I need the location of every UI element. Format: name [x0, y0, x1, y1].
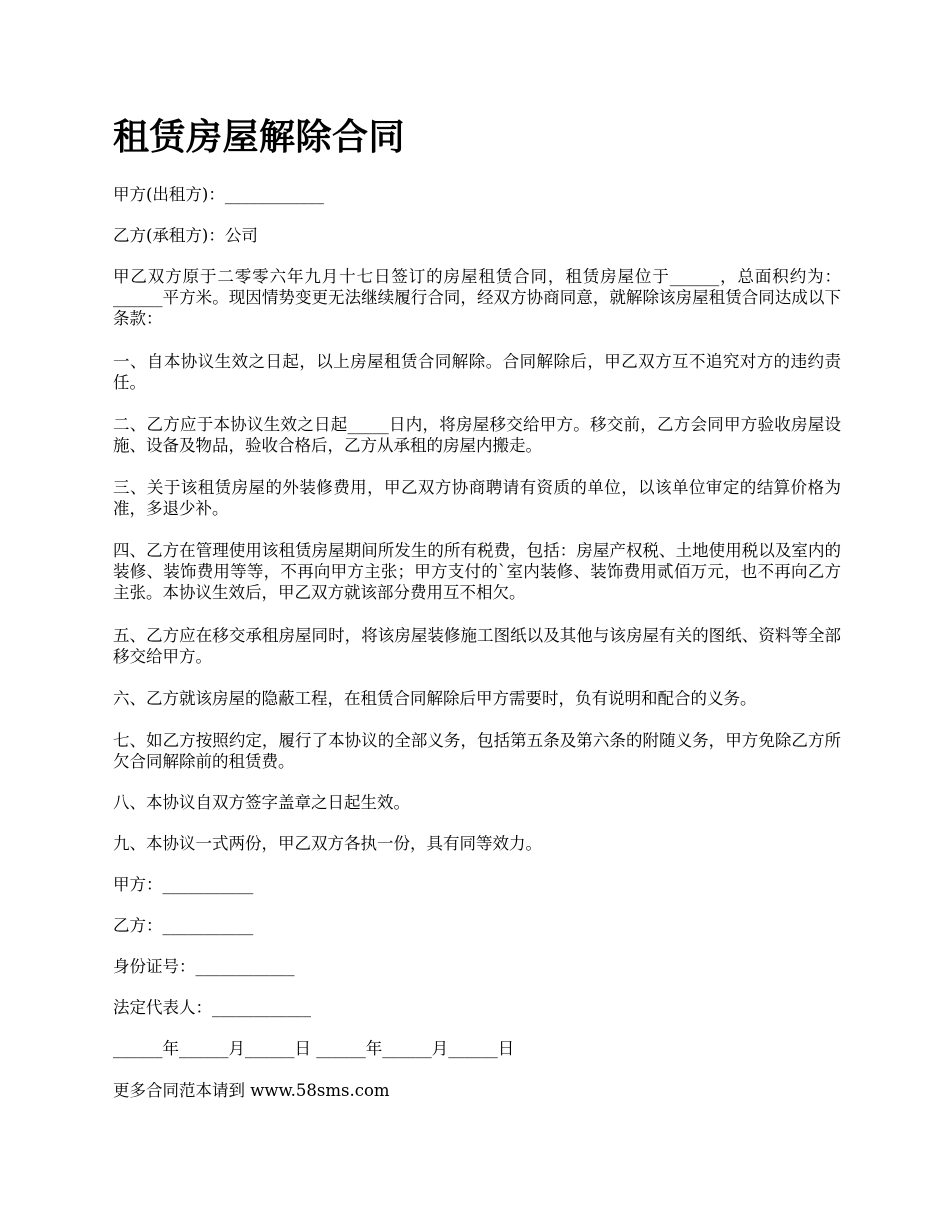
party-b-line: 乙方(承租方)：公司 — [113, 226, 258, 245]
signature-legal-rep: 法定代表人：____________ — [113, 998, 311, 1017]
clause-3: 三、关于该租赁房屋的外装修费用，甲乙双方协商聘请有资质的单位，以该单位审定的结算价格为准，多退少补。 — [113, 478, 841, 518]
clause-1: 一、自本协议生效之日起，以上房屋租赁合同解除。合同解除后，甲乙双方互不追究对方的违约责任。 — [113, 352, 841, 392]
signature-party-a: 甲方：___________ — [113, 875, 254, 894]
intro-paragraph: 甲乙双方原于二零零六年九月十七日签订的房屋租赁合同，租赁房屋位于______，总面积约为：______平方米。现因情势变更无法继续履行合同，经双方协商同意，就解除该房屋租赁合同达成以下条款： — [113, 267, 841, 328]
clause-2: 二、乙方应于本协议生效之日起_____日内，将房屋移交给甲方。移交前，乙方会同甲方验收房屋设施、设备及物品，验收合格后，乙方从承租的房屋内搬走。 — [113, 415, 841, 455]
clause-4: 四、乙方在管理使用该租赁房屋期间所发生的所有税费，包括：房屋产权税、土地使用税以及室内的装修、装饰费用等等，不再向甲方主张；甲方支付的`室内装修、装饰费用贰佰万元，也不再向乙方主张。本协议生效后，甲乙双方就该部分费用互不相欠。 — [113, 541, 841, 602]
signature-date-line: ______年______月______日 ______年______月______日 — [113, 1039, 515, 1058]
document-title: 租赁房屋解除合同 — [113, 116, 406, 158]
signature-id-number: 身份证号：____________ — [113, 957, 295, 976]
contract-document — [113, 113, 841, 1100]
footer-link-text: 更多合同范本请到 www.58sms.com — [113, 1081, 390, 1100]
clause-9: 九、本协议一式两份，甲乙双方各执一份，具有同等效力。 — [113, 834, 542, 853]
signature-party-b: 乙方：___________ — [113, 916, 254, 935]
clause-8: 八、本协议自双方签字盖章之日起生效。 — [113, 793, 410, 812]
clause-5: 五、乙方应在移交承租房屋同时，将该房屋装修施工图纸以及其他与该房屋有关的图纸、资料等全部移交给甲方。 — [113, 626, 841, 666]
clause-6: 六、乙方就该房屋的隐蔽工程，在租赁合同解除后甲方需要时，负有说明和配合的义务。 — [113, 689, 757, 708]
party-a-line: 甲方(出租方)：____________ — [113, 185, 324, 204]
clause-7: 七、如乙方按照约定，履行了本协议的全部义务，包括第五条及第六条的附随义务，甲方免除乙方所欠合同解除前的租赁费。 — [113, 731, 841, 771]
